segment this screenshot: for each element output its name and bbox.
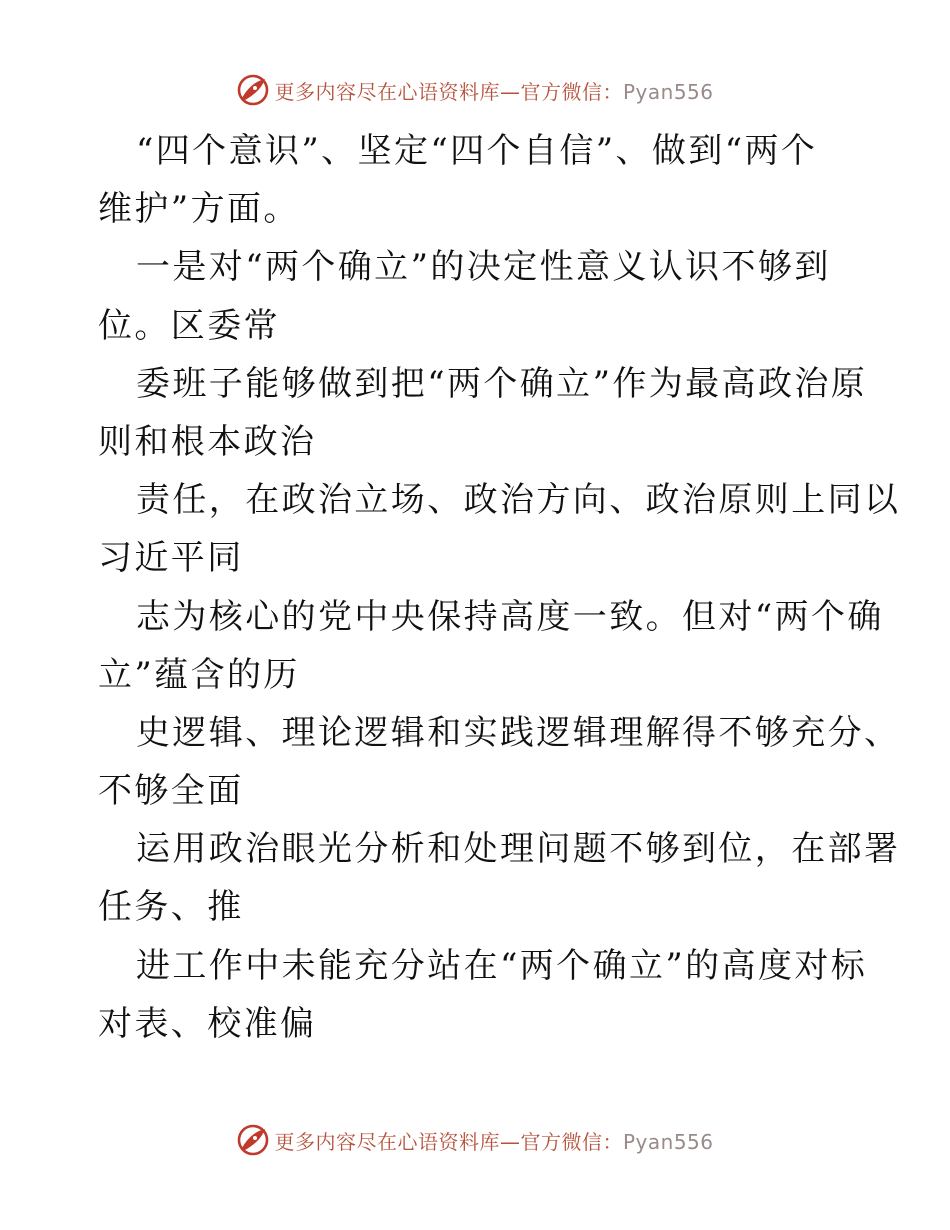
pen-nib-logo-icon [236, 73, 270, 107]
document-body [98, 122, 901, 1053]
body-line-1: “四个意识”、坚定“四个自信”、做到“两个 [136, 131, 818, 171]
body-line-14: 任务、推 [98, 887, 244, 928]
body-line-10: 立”蕴含的历 [98, 654, 300, 695]
body-line-5: 委班子能够做到把“两个确立”作为最高政治原 [136, 363, 868, 404]
body-line-16: 对表、校准偏 [98, 1003, 317, 1044]
body-line-9: 志为核心的党中央保持高度一致。但对“两个确 [136, 596, 884, 637]
body-line-13: 运用政治眼光分析和处理问题不够到位，在部署 [136, 829, 901, 870]
header-banner-text [274, 76, 713, 105]
footer-banner-text [274, 1126, 713, 1155]
body-line-4: 位。区委常 [98, 305, 280, 346]
header-watermark [0, 70, 950, 110]
footer-watermark [0, 1120, 950, 1160]
footer-wechat-id: Pyan556 [622, 1129, 714, 1154]
body-line-11: 史逻辑、理论逻辑和实践逻辑理解得不够充分、 [136, 712, 901, 753]
body-line-3: 一是对“两个确立”的决定性意义认识不够到 [136, 247, 831, 288]
pen-nib-logo-icon [236, 1123, 270, 1157]
body-line-15: 进工作中未能充分站在“两个确立”的高度对标 [136, 945, 868, 986]
footer-banner-label: 更多内容尽在心语资料库—官方微信： [274, 1129, 623, 1154]
header-wechat-id: Pyan556 [622, 79, 714, 104]
body-line-2: 维护”方面。 [98, 189, 300, 230]
body-line-8: 习近平同 [98, 538, 244, 579]
body-line-7: 责任，在政治立场、政治方向、政治原则上同以 [136, 480, 901, 521]
body-line-12: 不够全面 [98, 771, 244, 812]
header-banner-label: 更多内容尽在心语资料库—官方微信： [274, 79, 623, 104]
body-line-6: 则和根本政治 [98, 421, 317, 462]
